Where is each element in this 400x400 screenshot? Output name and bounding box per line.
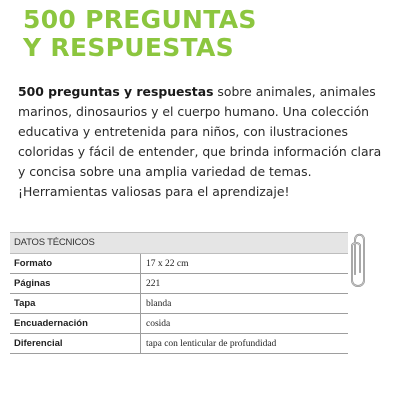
spec-label-pages: Páginas (10, 274, 141, 294)
page-title (23, 6, 257, 62)
table-row (10, 294, 348, 314)
table-row (10, 254, 348, 274)
spec-value-pages: 221 (141, 274, 349, 294)
table-row (10, 334, 348, 354)
table-row (10, 314, 348, 334)
technical-data-section (10, 232, 348, 354)
spec-label-binding: Encuadernación (10, 314, 141, 334)
description-body: sobre animales, animales marinos, dinosaurios y el cuerpo humano. Una colección educativa y entretenida para niños, con ilustraciones coloridas y fácil de entender, que brinda información clara y concisa sobre una amplia variedad de temas. ¡Herramientas valiosas para el aprendizaje! (18, 84, 382, 199)
spec-label-differential: Diferencial (10, 334, 141, 354)
specs-table (10, 254, 348, 354)
spec-value-differential: tapa con lenticular de profundidad (141, 334, 349, 354)
title-line-1: 500 PREGUNTAS (23, 5, 257, 34)
spec-value-format: 17 x 22 cm (141, 254, 349, 274)
spec-value-binding: cosida (141, 314, 349, 334)
spec-label-format: Formato (10, 254, 141, 274)
spec-value-cover: blanda (141, 294, 349, 314)
spec-label-cover: Tapa (10, 294, 141, 314)
description-lead: 500 preguntas y respuestas (18, 84, 214, 99)
description (18, 82, 388, 202)
technical-data-header: DATOS TÉCNICOS (10, 232, 348, 254)
title-line-2: Y RESPUESTAS (23, 33, 234, 62)
table-row (10, 274, 348, 294)
paperclip-icon (347, 228, 371, 290)
